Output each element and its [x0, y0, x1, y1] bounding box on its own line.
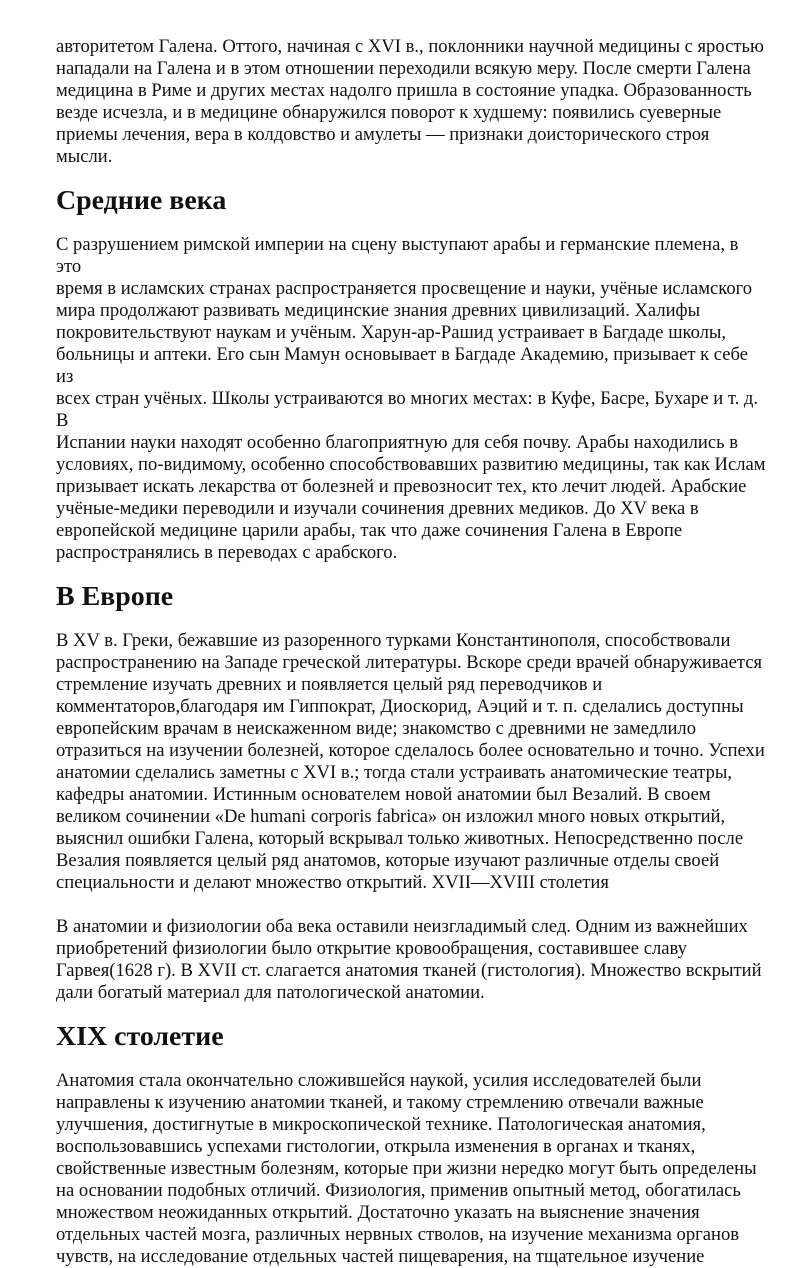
text-line: время в исламских странах распространяется просвещение и науки, учёные исламского [56, 278, 753, 299]
text-line: Испании науки находят особенно благоприятную для себя почву. Арабы находились в [56, 432, 738, 453]
text-line: больницы и аптеки. Его сын Мамун основывает в Багдаде Академию, призывает к себе из [56, 344, 748, 387]
19th-century-paragraph [56, 1070, 768, 1268]
text-line: чувств, на исследование отдельных частей пищеварения, на тщательное изучение [56, 1246, 705, 1267]
text-line: Анатомия стала окончательно сложившейся наукой, усилия исследователей были [56, 1070, 702, 1091]
section-heading-19th-century: XIX столетие [56, 1021, 224, 1052]
intro-paragraph [56, 36, 768, 168]
text-line: распространялись в переводах с арабского. [56, 542, 398, 563]
text-line: стремление изучать древних и появляется целый ряд переводчиков и [56, 674, 603, 695]
text-line: приемы лечения, вера в колдовство и амулеты — признаки доисторического строя мысли. [56, 124, 710, 167]
text-line: везде исчезла, и в медицине обнаружился поворот к худшему: появились суеверные [56, 102, 722, 123]
text-line: специальности и делают множество открытий. XVII—XVIII столетия [56, 872, 609, 893]
text-line: мира продолжают развивать медицинские знания древних цивилизаций. Халифы [56, 300, 701, 321]
text-line: направлены к изучению анатомии тканей, и такому стремлению отвечали важные [56, 1092, 704, 1113]
text-line: на основании подобных отличий. Физиология, применив опытный метод, обогатилась [56, 1180, 741, 1201]
text-line: дали богатый материал для патологической анатомии. [56, 982, 485, 1003]
text-line: призывает искать лекарства от болезней и превозносит тех, кто лечит людей. Арабские [56, 476, 747, 497]
text-line: распространению на Западе греческой литературы. Вскоре среди врачей обнаруживается [56, 652, 763, 673]
text-line: Гарвея(1628 г). В XVII ст. слагается анатомия тканей (гистология). Множество вскрытий [56, 960, 762, 981]
middle-ages-paragraph [56, 234, 768, 564]
text-line: великом сочинении «De humani corporis fabrica» он изложил много новых открытий, [56, 806, 726, 827]
text-line: европейской медицине царили арабы, так что даже сочинения Галена в Европе [56, 520, 683, 541]
text-line: всех стран учёных. Школы устраиваются во многих местах: в Куфе, Басре, Бухаре и т. д. В [56, 388, 758, 431]
text-line: анатомии сделались заметны с XVI в.; тогда стали устраивать анатомические театры, [56, 762, 733, 783]
text-line: отдельных частей мозга, различных нервных стволов, на изучение механизма органов [56, 1224, 740, 1245]
text-line: Везалия появляется целый ряд анатомов, которые изучают различные отделы своей [56, 850, 720, 871]
text-line: комментаторов,благодаря им Гиппократ, Диоскорид, Аэций и т. п. сделались доступны [56, 696, 744, 717]
text-line: выяснил ошибки Галена, который вскрывал только животных. Непосредственно после [56, 828, 744, 849]
anatomy-physiology-paragraph [56, 916, 768, 1004]
text-line: множеством неожиданных открытий. Достаточно указать на выяснение значения [56, 1202, 700, 1223]
section-heading-middle-ages: Средние века [56, 185, 227, 216]
text-line: С разрушением римской империи на сцену выступают арабы и германские племена, в это [56, 234, 739, 277]
document-page [56, 36, 768, 1268]
text-line: условиях, по-видимому, особенно способствовавших развитию медицины, так как Ислам [56, 454, 766, 475]
text-line: В XV в. Греки, бежавшие из разоренного турками Константинополя, способствовали [56, 630, 731, 651]
text-line: авторитетом Галена. Оттого, начиная с XVI в., поклонники научной медицины с яростью [56, 36, 764, 57]
text-line: европейским врачам в неискаженном виде; знакомство с древними не замедлило [56, 718, 697, 739]
text-line: свойственные известным болезням, которые при жизни нередко могут быть определены [56, 1158, 757, 1179]
text-line: воспользовавшись успехами гистологии, открыла изменения в органах и тканях, [56, 1136, 696, 1157]
section-heading-europe: В Европе [56, 581, 174, 612]
text-line: нападали на Галена и в этом отношении переходили всякую меру. После смерти Галена [56, 58, 751, 79]
text-line: приобретений физиологии было открытие кровообращения, составившее славу [56, 938, 687, 959]
text-line: покровительствуют наукам и учёным. Харун-ар-Рашид устраивает в Багдаде школы, [56, 322, 727, 343]
text-line: В анатомии и физиологии оба века оставили неизгладимый след. Одним из важнейших [56, 916, 748, 937]
text-line: улучшения, достигнутые в микроскопической технике. Патологическая анатомия, [56, 1114, 706, 1135]
text-line: кафедры анатомии. Истинным основателем новой анатомии был Везалий. В своем [56, 784, 711, 805]
text-line: отразиться на изучении болезней, которое сделалось более основательно и точно. Успехи [56, 740, 765, 761]
europe-paragraph [56, 630, 768, 894]
text-line: учёные-медики переводили и изучали сочинения древних медиков. До XV века в [56, 498, 699, 519]
text-line: медицина в Риме и других местах надолго пришла в состояние упадка. Образованность [56, 80, 752, 101]
